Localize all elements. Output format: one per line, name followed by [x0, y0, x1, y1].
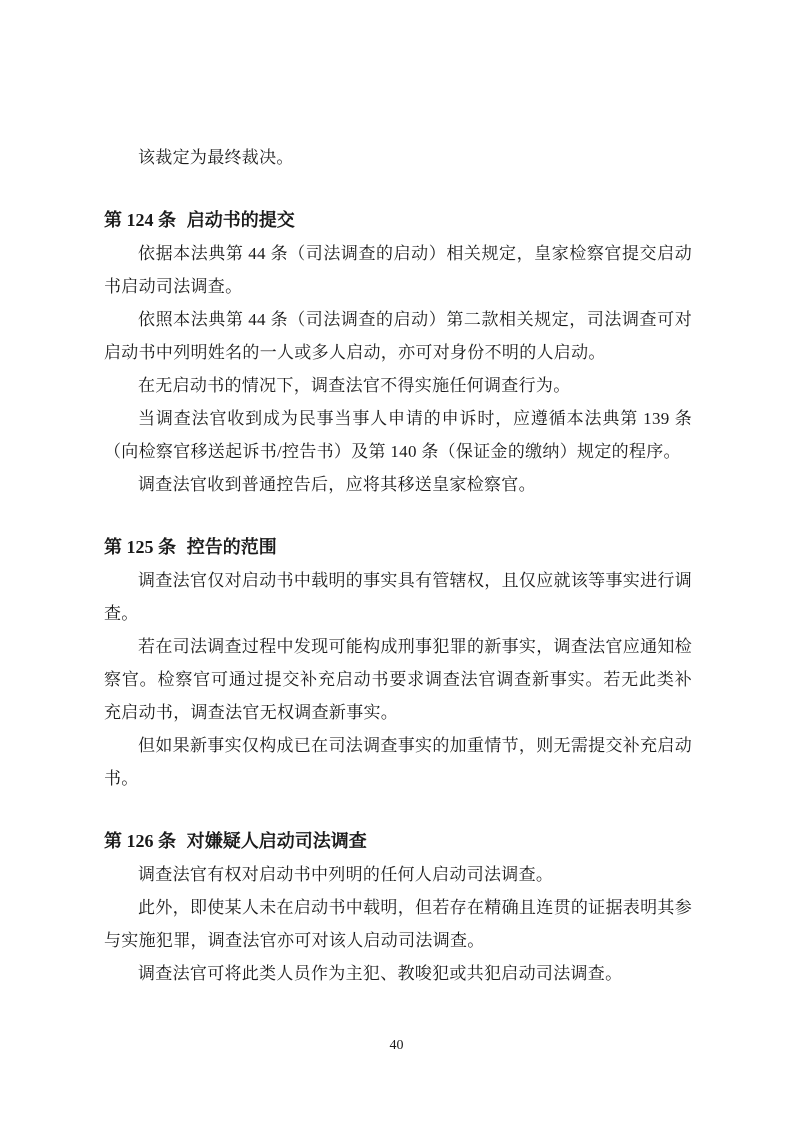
text-block — [104, 141, 692, 990]
article-title: 启动书的提交 — [186, 210, 295, 230]
paragraph: 调查法官仅对启动书中载明的事实具有管辖权，且仅应就该等事实进行调查。 — [104, 571, 692, 623]
paragraph: 但如果新事实仅构成已在司法调查事实的加重情节，则无需提交补充启动书。 — [104, 736, 692, 788]
paragraph: 此外，即使某人未在启动书中载明，但若存在精确且连贯的证据表明其参与实施犯罪，调查法官亦可对该人启动司法调查。 — [104, 898, 692, 950]
article-heading-125 — [104, 531, 692, 564]
intro-paragraph: 该裁定为最终裁决。 — [138, 148, 294, 167]
paragraph: 调查法官收到普通控告后，应将其移送皇家检察官。 — [138, 475, 536, 494]
article-heading-124 — [104, 204, 692, 237]
article-number: 第 125 条 — [104, 537, 176, 557]
paragraph: 依据本法典第 44 条（司法调查的启动）相关规定，皇家检察官提交启动书启动司法调查。 — [104, 244, 692, 296]
paragraph: 在无启动书的情况下，调查法官不得实施任何调查行为。 — [138, 376, 571, 395]
paragraph: 调查法官可将此类人员作为主犯、教唆犯或共犯启动司法调查。 — [138, 964, 623, 983]
paragraph: 依照本法典第 44 条（司法调查的启动）第二款相关规定，司法调查可对启动书中列明姓名的一人或多人启动，亦可对身份不明的人启动。 — [104, 310, 692, 362]
page-number: 40 — [389, 1038, 404, 1053]
article-title: 控告的范围 — [186, 537, 277, 557]
paragraph: 调查法官有权对启动书中列明的任何人启动司法调查。 — [138, 865, 554, 884]
article-number: 第 126 条 — [104, 831, 176, 851]
article-heading-126 — [104, 825, 692, 858]
paragraph: 若在司法调查过程中发现可能构成刑事犯罪的新事实，调查法官应通知检察官。检察官可通过提交补充启动书要求调查法官调查新事实。若无此类补充启动书，调查法官无权调查新事实。 — [104, 637, 692, 722]
article-title: 对嫌疑人启动司法调查 — [186, 831, 367, 851]
article-number: 第 124 条 — [104, 210, 176, 230]
paragraph: 当调查法官收到成为民事当事人申请的申诉时，应遵循本法典第 139 条（向检察官移送起诉书/控告书）及第 140 条（保证金的缴纳）规定的程序。 — [104, 409, 692, 461]
